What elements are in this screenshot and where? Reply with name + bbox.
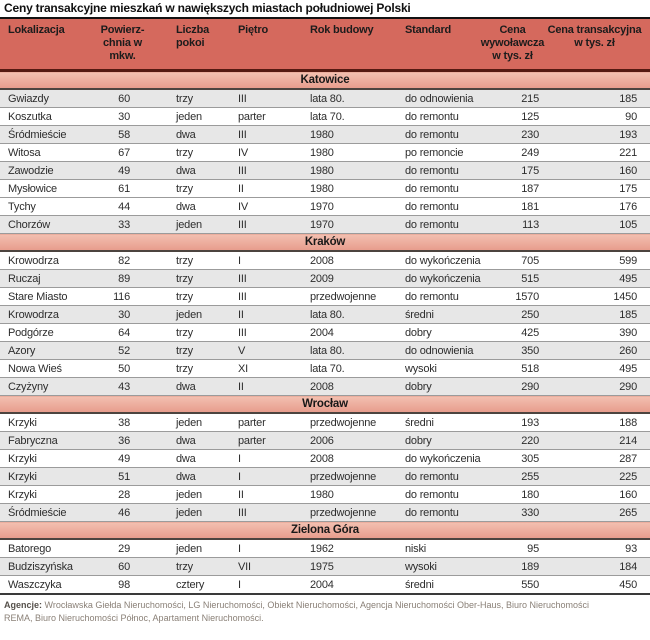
cell-standard: średni: [383, 413, 480, 432]
table-row: [0, 432, 650, 450]
table-row: [0, 251, 650, 270]
cell-sale: 93: [545, 539, 650, 558]
cell-ask: 350: [480, 342, 545, 360]
cell-standard: średni: [383, 576, 480, 595]
cell-rooms: dwa: [150, 198, 208, 216]
cell-location: Śródmieście: [0, 504, 95, 522]
cell-location: Fabryczna: [0, 432, 95, 450]
cell-ask: 249: [480, 144, 545, 162]
cell-area: 44: [95, 198, 150, 216]
column-header-rooms: Liczba pokoi: [150, 19, 208, 71]
cell-area: 29: [95, 539, 150, 558]
cell-rooms: jeden: [150, 306, 208, 324]
cell-standard: do remontu: [383, 180, 480, 198]
cell-year: 1980: [273, 144, 383, 162]
table-row: [0, 576, 650, 595]
cell-rooms: trzy: [150, 288, 208, 306]
cell-sale: 184: [545, 558, 650, 576]
cell-sale: 495: [545, 360, 650, 378]
cell-area: 64: [95, 324, 150, 342]
cell-sale: 214: [545, 432, 650, 450]
cell-floor: V: [208, 342, 273, 360]
cell-standard: do remontu: [383, 162, 480, 180]
cell-location: Gwiazdy: [0, 89, 95, 108]
cell-sale: 193: [545, 126, 650, 144]
table-row: [0, 216, 650, 234]
cell-rooms: trzy: [150, 180, 208, 198]
cell-location: Krzyki: [0, 486, 95, 504]
cell-ask: 290: [480, 378, 545, 396]
cell-rooms: jeden: [150, 108, 208, 126]
cell-floor: III: [208, 324, 273, 342]
cell-area: 58: [95, 126, 150, 144]
cell-floor: I: [208, 539, 273, 558]
cell-year: 2009: [273, 270, 383, 288]
cell-floor: III: [208, 162, 273, 180]
table-row: [0, 324, 650, 342]
cell-location: Podgórze: [0, 324, 95, 342]
cell-rooms: dwa: [150, 432, 208, 450]
table-body: [0, 71, 650, 595]
cell-area: 28: [95, 486, 150, 504]
cell-rooms: trzy: [150, 342, 208, 360]
cell-ask: 550: [480, 576, 545, 595]
table-row: [0, 198, 650, 216]
cell-year: 2008: [273, 251, 383, 270]
cell-area: 67: [95, 144, 150, 162]
table-row: [0, 539, 650, 558]
section-band: [0, 71, 650, 90]
cell-location: Waszczyka: [0, 576, 95, 595]
cell-rooms: dwa: [150, 126, 208, 144]
table-row: [0, 288, 650, 306]
cell-year: 1970: [273, 216, 383, 234]
column-header-standard: Standard: [383, 19, 480, 71]
cell-standard: do wykończenia: [383, 270, 480, 288]
cell-rooms: jeden: [150, 539, 208, 558]
column-header-location: Lokalizacja: [0, 19, 95, 71]
cell-year: 2004: [273, 324, 383, 342]
cell-floor: II: [208, 180, 273, 198]
cell-rooms: jeden: [150, 486, 208, 504]
cell-floor: I: [208, 450, 273, 468]
cell-rooms: dwa: [150, 162, 208, 180]
cell-standard: dobry: [383, 432, 480, 450]
cell-year: 1980: [273, 162, 383, 180]
cell-standard: do remontu: [383, 198, 480, 216]
cell-sale: 260: [545, 342, 650, 360]
cell-floor: III: [208, 89, 273, 108]
cell-ask: 305: [480, 450, 545, 468]
cell-area: 60: [95, 558, 150, 576]
cell-standard: do remontu: [383, 288, 480, 306]
cell-year: 1980: [273, 180, 383, 198]
cell-year: 1980: [273, 486, 383, 504]
cell-standard: do remontu: [383, 126, 480, 144]
column-header-year: Rok budowy: [273, 19, 383, 71]
table-row: [0, 450, 650, 468]
cell-rooms: dwa: [150, 468, 208, 486]
cell-floor: III: [208, 504, 273, 522]
agencies-text: Wrocławska Giełda Nieruchomości, LG Nieruchomości, Obiekt Nieruchomości, Agencja Nieruchomości Ober-Haus, Biuro Nieruchomości REMA, Biuro Nieruchomości Północ, Apartament Nieruchomości.: [4, 600, 590, 624]
cell-floor: IV: [208, 198, 273, 216]
cell-rooms: trzy: [150, 270, 208, 288]
cell-standard: do odnowienia: [383, 89, 480, 108]
table-header-row: [0, 19, 650, 71]
table-row: [0, 360, 650, 378]
cell-rooms: trzy: [150, 324, 208, 342]
cell-location: Krowodrza: [0, 306, 95, 324]
cell-rooms: dwa: [150, 450, 208, 468]
cell-ask: 425: [480, 324, 545, 342]
cell-standard: do remontu: [383, 216, 480, 234]
cell-floor: II: [208, 306, 273, 324]
cell-ask: 113: [480, 216, 545, 234]
cell-location: Tychy: [0, 198, 95, 216]
cell-area: 38: [95, 413, 150, 432]
cell-ask: 215: [480, 89, 545, 108]
cell-year: lata 70.: [273, 108, 383, 126]
cell-location: Witosa: [0, 144, 95, 162]
cell-floor: parter: [208, 432, 273, 450]
cell-sale: 185: [545, 89, 650, 108]
cell-year: 2008: [273, 378, 383, 396]
cell-year: lata 80.: [273, 342, 383, 360]
cell-area: 98: [95, 576, 150, 595]
cell-floor: III: [208, 270, 273, 288]
cell-area: 43: [95, 378, 150, 396]
cell-year: 1975: [273, 558, 383, 576]
cell-standard: do wykończenia: [383, 450, 480, 468]
table-row: [0, 162, 650, 180]
page-title: Ceny transakcyjne mieszkań w nawiększych miastach południowej Polski: [0, 0, 650, 19]
cell-floor: XI: [208, 360, 273, 378]
cell-year: 1980: [273, 126, 383, 144]
table-row: [0, 413, 650, 432]
cell-location: Ruczaj: [0, 270, 95, 288]
cell-sale: 90: [545, 108, 650, 126]
cell-floor: II: [208, 378, 273, 396]
cell-area: 51: [95, 468, 150, 486]
cell-ask: 250: [480, 306, 545, 324]
table-row: [0, 144, 650, 162]
cell-sale: 188: [545, 413, 650, 432]
cell-sale: 175: [545, 180, 650, 198]
cell-sale: 599: [545, 251, 650, 270]
cell-sale: 1450: [545, 288, 650, 306]
table-row: [0, 89, 650, 108]
cell-location: Krzyki: [0, 468, 95, 486]
cell-year: przedwojenne: [273, 468, 383, 486]
cell-standard: niski: [383, 539, 480, 558]
table-row: [0, 558, 650, 576]
cell-ask: 180: [480, 486, 545, 504]
cell-sale: 290: [545, 378, 650, 396]
column-header-area: Powierz-chnia w mkw.: [95, 19, 150, 71]
cell-sale: 185: [545, 306, 650, 324]
cell-location: Stare Miasto: [0, 288, 95, 306]
table-row: [0, 180, 650, 198]
footer-note: [0, 595, 610, 625]
cell-ask: 1570: [480, 288, 545, 306]
cell-floor: parter: [208, 108, 273, 126]
section-band: [0, 396, 650, 414]
cell-standard: do remontu: [383, 486, 480, 504]
cell-ask: 125: [480, 108, 545, 126]
cell-floor: I: [208, 576, 273, 595]
cell-sale: 495: [545, 270, 650, 288]
cell-floor: III: [208, 288, 273, 306]
cell-standard: średni: [383, 306, 480, 324]
cell-sale: 160: [545, 162, 650, 180]
cell-standard: dobry: [383, 378, 480, 396]
cell-location: Koszutka: [0, 108, 95, 126]
cell-rooms: trzy: [150, 360, 208, 378]
cell-standard: dobry: [383, 324, 480, 342]
cell-area: 49: [95, 162, 150, 180]
cell-rooms: dwa: [150, 378, 208, 396]
section-band-label: Kraków: [0, 234, 650, 252]
cell-standard: wysoki: [383, 558, 480, 576]
cell-standard: wysoki: [383, 360, 480, 378]
cell-year: lata 80.: [273, 89, 383, 108]
cell-sale: 390: [545, 324, 650, 342]
cell-sale: 287: [545, 450, 650, 468]
cell-rooms: trzy: [150, 89, 208, 108]
cell-ask: 518: [480, 360, 545, 378]
cell-ask: 181: [480, 198, 545, 216]
cell-location: Czyżyny: [0, 378, 95, 396]
cell-location: Chorzów: [0, 216, 95, 234]
cell-floor: II: [208, 486, 273, 504]
cell-year: 1962: [273, 539, 383, 558]
cell-year: 2008: [273, 450, 383, 468]
cell-rooms: jeden: [150, 413, 208, 432]
cell-standard: do remontu: [383, 504, 480, 522]
cell-year: przedwojenne: [273, 288, 383, 306]
cell-location: Budziszyńska: [0, 558, 95, 576]
cell-floor: IV: [208, 144, 273, 162]
cell-ask: 255: [480, 468, 545, 486]
cell-location: Krzyki: [0, 450, 95, 468]
cell-ask: 189: [480, 558, 545, 576]
cell-ask: 187: [480, 180, 545, 198]
cell-standard: do remontu: [383, 468, 480, 486]
cell-floor: parter: [208, 413, 273, 432]
cell-floor: VII: [208, 558, 273, 576]
cell-year: 1970: [273, 198, 383, 216]
cell-location: Śródmieście: [0, 126, 95, 144]
cell-sale: 176: [545, 198, 650, 216]
agencies-label: Agencje:: [4, 600, 43, 610]
cell-standard: do remontu: [383, 108, 480, 126]
cell-rooms: jeden: [150, 216, 208, 234]
cell-rooms: trzy: [150, 251, 208, 270]
table-row: [0, 270, 650, 288]
cell-area: 61: [95, 180, 150, 198]
cell-ask: 705: [480, 251, 545, 270]
table-row: [0, 108, 650, 126]
cell-year: lata 70.: [273, 360, 383, 378]
cell-ask: 95: [480, 539, 545, 558]
cell-sale: 265: [545, 504, 650, 522]
cell-ask: 515: [480, 270, 545, 288]
cell-standard: po remoncie: [383, 144, 480, 162]
cell-sale: 105: [545, 216, 650, 234]
section-band: [0, 234, 650, 252]
cell-area: 89: [95, 270, 150, 288]
cell-floor: III: [208, 126, 273, 144]
cell-sale: 221: [545, 144, 650, 162]
cell-area: 30: [95, 108, 150, 126]
section-band: [0, 522, 650, 540]
cell-ask: 220: [480, 432, 545, 450]
cell-location: Nowa Wieś: [0, 360, 95, 378]
cell-year: 2006: [273, 432, 383, 450]
price-table: [0, 19, 650, 595]
cell-location: Mysłowice: [0, 180, 95, 198]
table-header: [0, 19, 650, 71]
cell-area: 46: [95, 504, 150, 522]
table-row: [0, 306, 650, 324]
cell-location: Zawodzie: [0, 162, 95, 180]
cell-area: 49: [95, 450, 150, 468]
cell-area: 82: [95, 251, 150, 270]
column-header-floor: Piętro: [208, 19, 273, 71]
cell-year: przedwojenne: [273, 504, 383, 522]
cell-area: 50: [95, 360, 150, 378]
column-header-ask-price: Cena wywoławcza w tys. zł: [480, 19, 545, 71]
cell-rooms: trzy: [150, 144, 208, 162]
column-header-sale-price: Cena transakcyjna w tys. zł: [545, 19, 650, 71]
cell-area: 52: [95, 342, 150, 360]
table-row: [0, 486, 650, 504]
cell-location: Krowodrza: [0, 251, 95, 270]
cell-location: Azory: [0, 342, 95, 360]
table-row: [0, 504, 650, 522]
section-band-label: Katowice: [0, 71, 650, 90]
cell-area: 36: [95, 432, 150, 450]
cell-standard: do wykończenia: [383, 251, 480, 270]
cell-ask: 330: [480, 504, 545, 522]
cell-ask: 175: [480, 162, 545, 180]
cell-year: lata 80.: [273, 306, 383, 324]
cell-area: 60: [95, 89, 150, 108]
cell-floor: I: [208, 468, 273, 486]
table-row: [0, 378, 650, 396]
table-row: [0, 342, 650, 360]
section-band-label: Zielona Góra: [0, 522, 650, 540]
cell-ask: 230: [480, 126, 545, 144]
cell-rooms: cztery: [150, 576, 208, 595]
cell-year: przedwojenne: [273, 413, 383, 432]
cell-area: 30: [95, 306, 150, 324]
cell-sale: 450: [545, 576, 650, 595]
section-band-label: Wrocław: [0, 396, 650, 414]
cell-area: 116: [95, 288, 150, 306]
cell-sale: 225: [545, 468, 650, 486]
cell-rooms: trzy: [150, 558, 208, 576]
cell-ask: 193: [480, 413, 545, 432]
cell-location: Batorego: [0, 539, 95, 558]
cell-year: 2004: [273, 576, 383, 595]
cell-location: Krzyki: [0, 413, 95, 432]
cell-standard: do odnowienia: [383, 342, 480, 360]
cell-sale: 160: [545, 486, 650, 504]
cell-area: 33: [95, 216, 150, 234]
cell-floor: III: [208, 216, 273, 234]
table-row: [0, 468, 650, 486]
cell-floor: I: [208, 251, 273, 270]
cell-rooms: jeden: [150, 504, 208, 522]
table-row: [0, 126, 650, 144]
